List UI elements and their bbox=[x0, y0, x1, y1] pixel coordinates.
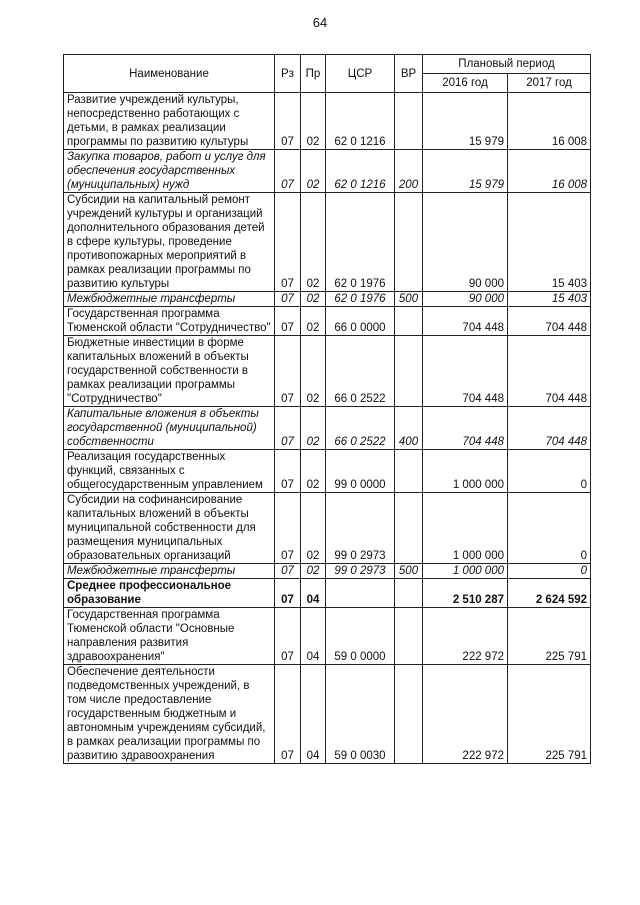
row-csr-cell: 59 0 0030 bbox=[326, 665, 395, 764]
row-2017-cell: 15 403 bbox=[508, 292, 591, 307]
table-row bbox=[64, 336, 591, 407]
row-2017-cell: 0 bbox=[508, 564, 591, 579]
row-2017-cell: 225 791 bbox=[508, 665, 591, 764]
row-pr-cell: 04 bbox=[301, 665, 326, 764]
row-csr-cell: 99 0 0000 bbox=[326, 450, 395, 493]
row-pr-cell: 02 bbox=[301, 150, 326, 193]
header-rz: Рз bbox=[275, 55, 301, 93]
row-rz-cell: 07 bbox=[275, 665, 301, 764]
row-pr-cell: 02 bbox=[301, 93, 326, 150]
header-vr: ВР bbox=[395, 55, 423, 93]
row-2016-cell: 15 979 bbox=[423, 150, 508, 193]
table-row bbox=[64, 407, 591, 450]
row-2016-cell: 222 972 bbox=[423, 608, 508, 665]
row-name-cell: Бюджетные инвестиции в форме капитальных вложений в объекты государственной собственности в рамках реализации программы "Сотрудничество" bbox=[64, 336, 275, 407]
row-rz-cell: 07 bbox=[275, 150, 301, 193]
table-row bbox=[64, 450, 591, 493]
row-vr-cell bbox=[395, 579, 423, 608]
row-2016-cell: 1 000 000 bbox=[423, 493, 508, 564]
row-name-cell: Субсидии на капитальный ремонт учреждений культуры и организаций дополнительного образования детей в сфере культуры, проведение противопожарных мероприятий в рамках реализации программы по развитию культуры bbox=[64, 193, 275, 292]
table-row bbox=[64, 665, 591, 764]
row-rz-cell: 07 bbox=[275, 608, 301, 665]
row-name-cell: Субсидии на софинансирование капитальных вложений в объекты муниципальной собственности для размещения муниципальных образовательных организаций bbox=[64, 493, 275, 564]
row-2016-cell: 704 448 bbox=[423, 307, 508, 336]
row-2017-cell: 704 448 bbox=[508, 336, 591, 407]
table-row bbox=[64, 608, 591, 665]
row-2016-cell: 2 510 287 bbox=[423, 579, 508, 608]
header-year-2016: 2016 год bbox=[423, 74, 508, 93]
table-row bbox=[64, 564, 591, 579]
row-rz-cell: 07 bbox=[275, 307, 301, 336]
row-2016-cell: 1 000 000 bbox=[423, 450, 508, 493]
row-2017-cell: 15 403 bbox=[508, 193, 591, 292]
header-csr: ЦСР bbox=[326, 55, 395, 93]
row-vr-cell: 200 bbox=[395, 150, 423, 193]
row-csr-cell: 62 0 1976 bbox=[326, 193, 395, 292]
header-pr: Пр bbox=[301, 55, 326, 93]
row-name-cell: Государственная программа Тюменской области "Основные направления развития здравоохранения" bbox=[64, 608, 275, 665]
row-2017-cell: 704 448 bbox=[508, 407, 591, 450]
row-name-cell: Государственная программа Тюменской области "Сотрудничество" bbox=[64, 307, 275, 336]
row-rz-cell: 07 bbox=[275, 450, 301, 493]
row-rz-cell: 07 bbox=[275, 407, 301, 450]
table-row bbox=[64, 292, 591, 307]
row-vr-cell: 400 bbox=[395, 407, 423, 450]
row-csr-cell: 59 0 0000 bbox=[326, 608, 395, 665]
row-pr-cell: 02 bbox=[301, 450, 326, 493]
row-csr-cell: 99 0 2973 bbox=[326, 564, 395, 579]
row-vr-cell bbox=[395, 665, 423, 764]
table-row bbox=[64, 493, 591, 564]
row-pr-cell: 02 bbox=[301, 292, 326, 307]
row-pr-cell: 02 bbox=[301, 407, 326, 450]
row-2016-cell: 704 448 bbox=[423, 336, 508, 407]
header-planning-period: Плановый период bbox=[423, 55, 591, 74]
table-row bbox=[64, 93, 591, 150]
row-pr-cell: 04 bbox=[301, 608, 326, 665]
row-name-cell: Реализация государственных функций, связанных с общегосударственным управлением bbox=[64, 450, 275, 493]
row-vr-cell bbox=[395, 450, 423, 493]
table-row bbox=[64, 307, 591, 336]
row-vr-cell bbox=[395, 493, 423, 564]
row-2017-cell: 16 008 bbox=[508, 150, 591, 193]
row-2016-cell: 1 000 000 bbox=[423, 564, 508, 579]
row-name-cell: Межбюджетные трансферты bbox=[64, 292, 275, 307]
row-name-cell: Среднее профессиональное образование bbox=[64, 579, 275, 608]
row-csr-cell: 66 0 2522 bbox=[326, 336, 395, 407]
row-pr-cell: 04 bbox=[301, 579, 326, 608]
row-2016-cell: 704 448 bbox=[423, 407, 508, 450]
row-csr-cell: 62 0 1216 bbox=[326, 93, 395, 150]
row-name-cell: Закупка товаров, работ и услуг для обеспечения государственных (муниципальных) нужд bbox=[64, 150, 275, 193]
row-rz-cell: 07 bbox=[275, 93, 301, 150]
row-csr-cell: 62 0 1216 bbox=[326, 150, 395, 193]
row-2016-cell: 15 979 bbox=[423, 93, 508, 150]
row-rz-cell: 07 bbox=[275, 336, 301, 407]
table-row bbox=[64, 579, 591, 608]
row-rz-cell: 07 bbox=[275, 193, 301, 292]
row-csr-cell: 66 0 0000 bbox=[326, 307, 395, 336]
table-row bbox=[64, 193, 591, 292]
row-name-cell: Межбюджетные трансферты bbox=[64, 564, 275, 579]
row-rz-cell: 07 bbox=[275, 292, 301, 307]
budget-table bbox=[63, 54, 591, 764]
table-body bbox=[64, 93, 591, 764]
row-rz-cell: 07 bbox=[275, 564, 301, 579]
row-pr-cell: 02 bbox=[301, 307, 326, 336]
table-row bbox=[64, 150, 591, 193]
row-2017-cell: 704 448 bbox=[508, 307, 591, 336]
row-csr-cell: 66 0 2522 bbox=[326, 407, 395, 450]
row-pr-cell: 02 bbox=[301, 336, 326, 407]
row-pr-cell: 02 bbox=[301, 564, 326, 579]
row-vr-cell bbox=[395, 93, 423, 150]
row-2017-cell: 0 bbox=[508, 493, 591, 564]
row-2016-cell: 222 972 bbox=[423, 665, 508, 764]
row-vr-cell bbox=[395, 336, 423, 407]
row-vr-cell: 500 bbox=[395, 292, 423, 307]
row-rz-cell: 07 bbox=[275, 579, 301, 608]
header-name: Наименование bbox=[64, 55, 275, 93]
row-2017-cell: 16 008 bbox=[508, 93, 591, 150]
row-name-cell: Обеспечение деятельности подведомственных учреждений, в том числе предоставление государственным бюджетным и автономным учреждениям субсидий, в рамках реализации программы по развитию здравоохранения bbox=[64, 665, 275, 764]
table-header bbox=[64, 55, 591, 93]
row-2017-cell: 0 bbox=[508, 450, 591, 493]
row-pr-cell: 02 bbox=[301, 193, 326, 292]
header-year-2017: 2017 год bbox=[508, 74, 591, 93]
row-rz-cell: 07 bbox=[275, 493, 301, 564]
page-number: 64 bbox=[312, 15, 328, 30]
row-csr-cell bbox=[326, 579, 395, 608]
row-vr-cell: 500 bbox=[395, 564, 423, 579]
row-2016-cell: 90 000 bbox=[423, 292, 508, 307]
row-pr-cell: 02 bbox=[301, 493, 326, 564]
row-vr-cell bbox=[395, 608, 423, 665]
row-vr-cell bbox=[395, 307, 423, 336]
row-name-cell: Развитие учреждений культуры, непосредственно работающих с детьми, в рамках реализации программы по развитию культуры bbox=[64, 93, 275, 150]
row-vr-cell bbox=[395, 193, 423, 292]
row-2017-cell: 2 624 592 bbox=[508, 579, 591, 608]
row-name-cell: Капитальные вложения в объекты государственной (муниципальной) собственности bbox=[64, 407, 275, 450]
row-2016-cell: 90 000 bbox=[423, 193, 508, 292]
row-2017-cell: 225 791 bbox=[508, 608, 591, 665]
row-csr-cell: 99 0 2973 bbox=[326, 493, 395, 564]
row-csr-cell: 62 0 1976 bbox=[326, 292, 395, 307]
